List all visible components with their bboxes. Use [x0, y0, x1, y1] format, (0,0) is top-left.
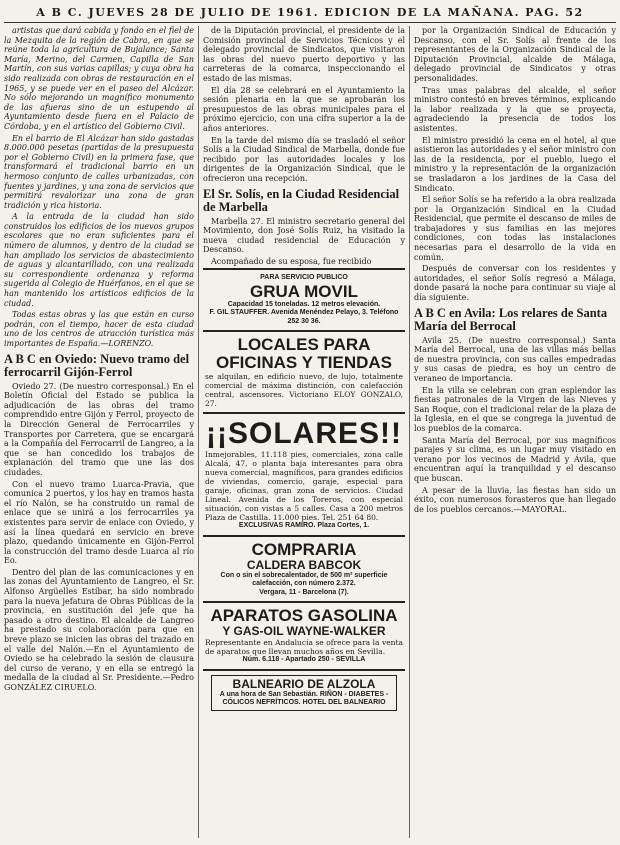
article-paragraph: artistas que dará cabida y fondo en el fiel de la Mezquita de la región de Cabra, en que se reúne toda la agricultura de Bujalance; Santa María, Merino, del Carmen, Capilla de San Martín, con sus varias capillas; y cuya obra ha sido realizada con obras de restauración en el 1965, y se puede ver en el paseo del Alcázar. No sólo mejorando un magnífico monumento de las afueras sino de un estupendo al Ayuntamiento desde fuera en el Palacio de Córdoba, y en el artístico del Gobierno Civil. [4, 26, 194, 131]
column-3 [414, 26, 616, 838]
header-rule [4, 22, 616, 23]
page-header: A B C. JUEVES 28 DE JULIO DE 1961. EDICION DE LA MAÑANA. PAG. 52 [36, 5, 584, 19]
article-paragraph: Acompañado de su esposa, fue recibido [211, 256, 372, 266]
article-paragraph: Después de conversar con los residentes y autoridades, el señor Solís regresó a Málaga, donde pasará la noche para continuar su viaje al día siguiente. [414, 264, 616, 303]
ad-title: ¡¡SOLARES!! [206, 417, 402, 451]
ad-title: COMPRARIA [251, 539, 357, 559]
article-paragraph: El día 28 se celebrará en el Ayuntamiento la sesión plenaria en la que se aprobarán los presupuestos de las obras municipales para el próximo ejercicio, con una cifra superior a la de años anteriores. [203, 85, 405, 133]
article-paragraph: Avila 25. (De nuestro corresponsal.) Santa María del Berrocal, una de las villas más bellas de nuestra provincia, con sus calles empedradas y sus casas de piedra, es hoy un centro de veraneo de importancia. [414, 335, 616, 383]
article-paragraph: Dentro del plan de las comunicaciones y en las zonas del Ayuntamiento de Langreo, el Sr. Alfonso Argüelles Estíbar, ha sido nombrado para la nueva jefatura de Obras Públicas de la provincia, en sustitución del jefe que ha pasado a otro destino. El alcalde de Langreo ha prestado su colaboración para que en breve plazo se inicien las obras del trazado en el valle del Nalón.—En el Ayuntamiento de Oviedo se ha celebrado la sesión de clausura del curso de verano, y en ella se entregó la medalla de la ciudad al Sr. Presidente.—Pedro GONZÁLEZ CIRUELO. [4, 567, 194, 692]
article-heading-oviedo: A B C en Oviedo: Nuevo tramo del ferrocarril Gijón-Ferrol [4, 351, 190, 379]
ad-solares [203, 412, 405, 535]
article-paragraph: de la Diputación provincial, el presidente de la Comisión provincial de Servicios Técnicos y el delegado provincial de Sindicatos, que visitaron las obras del nuevo puerto deportivo y las carreteras de la comarca, inspeccionando el estado de las mismas. [203, 26, 405, 83]
ad-subtitle: CALDERA BABCOK [246, 557, 362, 572]
article-paragraph: Marbella 27. El ministro secretario general del Movimiento, don José Solís Ruiz, ha visitado la nueva ciudad residencial de Educación y Descanso. [203, 216, 405, 255]
article-paragraph: En el barrio de El Alcázar han sido gastadas 8.000.000 pesetas (partidas de la presupuesta por el Gobierno Civil) en la primera fase, que transformará el tradicional barrio en un hermoso conjunto de calles urbanizadas, con fuentes y jardines, y una zona de servicios que permitirá revalorizar una zona de gran tradición y rica historia. [4, 133, 194, 210]
article-heading-avila: A B C en Avila: Los relares de Santa María del Berrocal [414, 305, 608, 333]
article-paragraph: En la villa se celebran con gran esplendor las fiestas patronales de la Virgen de las Nieves y San Roque, con el tradicional relar de la plaza de la Iglesia, en el que se congrega la juventud de los pueblos de la comarca. [414, 385, 616, 433]
ad-box [211, 675, 397, 711]
article-paragraph: El señor Solís se ha referido a la obra realizada por la Organización Sindical en la Ciudad Residencial, que permite el descanso de miles de trabajadores y sus familias en las mejores condiciones, con todas las instalaciones necesarias para el desarrollo de la vida en común. [414, 195, 616, 262]
article-paragraph: En la tarde del mismo día se trasladó el señor Solís a la Ciudad Sindical de Marbella, donde fue recibido por las autoridades locales y los dirigentes de la Organización Sindical, que le ofrecieron una recepción. [203, 135, 405, 183]
ad-description: Representante en Andalucía se ofrece para la venta de aparatos que llevan muchos años en Sevilla. [205, 638, 403, 657]
ad-title: LOCALES PARA OFICINAS Y TIENDAS [215, 335, 392, 373]
ad-description: A una hora de San Sebastián. RIÑON - DIABETES - CÓLICOS NEFRÍTICOS. HOTEL DEL BALNEARIO [219, 690, 389, 707]
ad-contact: EXCLUSIVAS RAMIRO. Plaza Cortes, 1. [238, 522, 370, 530]
ad-contact: Núm. 6.118 - Apartado 250 - SEVILLA [242, 656, 366, 664]
ad-title: APARATOS GASOLINA [210, 606, 398, 626]
article-paragraph: Oviedo 27. (De nuestro corresponsal.) En el Boletín Oficial del Estado se publica la adjudicación de las obras del tramo comprendido entre Gijón y Ferrol, proyecto de la Dirección General de Ferrocarriles y Transportes por Carretera, que se encargará a la Compañía del Ferrocarril de Langreo, a la que se han concedido los trabajos de explanación del tramo que une las dos ciudades. [4, 381, 194, 477]
ad-locales [203, 330, 405, 412]
ad-description: Con o sin el sobrecalentador, de 500 m² superficie calefacción, con número 2.372. [220, 571, 388, 588]
ad-contact: Vergara, 11 - Barcelona (7). [259, 588, 349, 596]
ad-subtitle: Y GAS-OIL WAYNE-WALKER [222, 624, 386, 639]
ad-title: GRUA MOVIL [250, 281, 358, 301]
ad-compraria [203, 535, 405, 602]
article-paragraph: Todas estas obras y las que están en curso podrán, con el tiempo, hacer de esta ciudad uno de los centros de atracción turística más importantes de España.—LORENZO. [4, 310, 194, 348]
article-heading-marbella: El Sr. Solís, en la Ciudad Residencial de Marbella [203, 186, 400, 214]
article-paragraph: Con el nuevo tramo Luarca-Pravia, que comunica 2 puertos, y los hay en tramos hasta el río Nalón, se ha construido un ramal de enlace que se unirá a los ferrocarriles ya existentes para servir de enlace con Oviedo, y así la línea quedará en servicio en breve plazo, quedando únicamente en Gijón-Ferrol la construcción del tramo desde Luarca al río Eo. [4, 479, 194, 566]
ad-balneario [203, 669, 405, 715]
ad-title: BALNEARIO DE ALZOLA [232, 676, 376, 691]
ad-description: se alquilan, en edificio nuevo, de lujo, totalmente comercial de máxima distinción, con calefacción central, ascensores. Victoriano ELOY GONZALO, 27. [205, 372, 403, 409]
column-divider [198, 26, 199, 838]
article-paragraph: A pesar de la lluvia, las fiestas han sido un éxito, con numerosos forasteros que han llegado de los pueblos cercanos.—MAYORAL. [414, 485, 616, 514]
article-paragraph: Tras unas palabras del alcalde, el señor ministro contestó en breves términos, explicando la labor realizada y la que se proyecta, agradeciendo la presencia de todos los asistentes. [414, 85, 616, 133]
column-2 [203, 26, 405, 838]
article-paragraph: A la entrada de la ciudad han sido construidos los edificios de los nuevos grupos escolares que no eran suficientes para el número de alumnos, y dentro de la ciudad se han ampliado los servicios de abastecimiento de aguas y alcantarillado, con una realizada su correspondiente ordenanza y reforma sugerida al Colegio de Huérfanos, en el que se han mantenido los artísticos edificios de la ciudad. [4, 212, 194, 308]
ad-grua-movil [203, 268, 405, 330]
column-divider [409, 26, 410, 838]
ad-kicker: PARA SERVICIO PUBLICO [260, 274, 348, 282]
ad-description: Capacidad 15 toneladas. 12 metros elevación. [227, 300, 381, 308]
article-paragraph: Santa María del Berrocal, por sus magníficos parajes y su clima, es un lugar muy visitado en verano por los vecinos de Madrid y Ávila, que encuentran aquí la tranquilidad y el descanso que buscan. [414, 435, 616, 483]
ad-description: Inmejorables, 11.118 pies, comerciales, zona calle Alcalá, 47, o planta baja interesantes para obra nueva comercial, magníficos, para grandes edificios de viviendas, comercio, garaje, especial para garaje, oficinas, gran zona de servicios. Ciudad Lineal. Avenida de los Toreros, con especial situación, con vistas a 5 calles. Casa a 200 metros Plaza de Castilla. 11.000 pies. Tel. 251 64 80. [205, 450, 403, 523]
article-paragraph: por la Organización Sindical de Educación y Descanso, con el Sr. Solís al frente de los representantes de la Organización Sindical de la Diputación Provincial, alcalde de Málaga, delegado provincial de Sindicatos y otras personalidades. [414, 26, 616, 83]
column-1 [4, 26, 194, 838]
ad-contact: F. GIL STAUFFER. Avenida Menéndez Pelayo, 3. Teléfono 252 30 36. [209, 309, 399, 325]
ad-gasolina [203, 601, 405, 669]
article-paragraph: El ministro presidió la cena en el hotel, al que asistieron las autoridades y el señor ministro con las de la residencia, por el pueblo, luego el ministro y la representación de la organización se trasladaron a los jardines de la Casa del Sindicato. [414, 135, 616, 193]
